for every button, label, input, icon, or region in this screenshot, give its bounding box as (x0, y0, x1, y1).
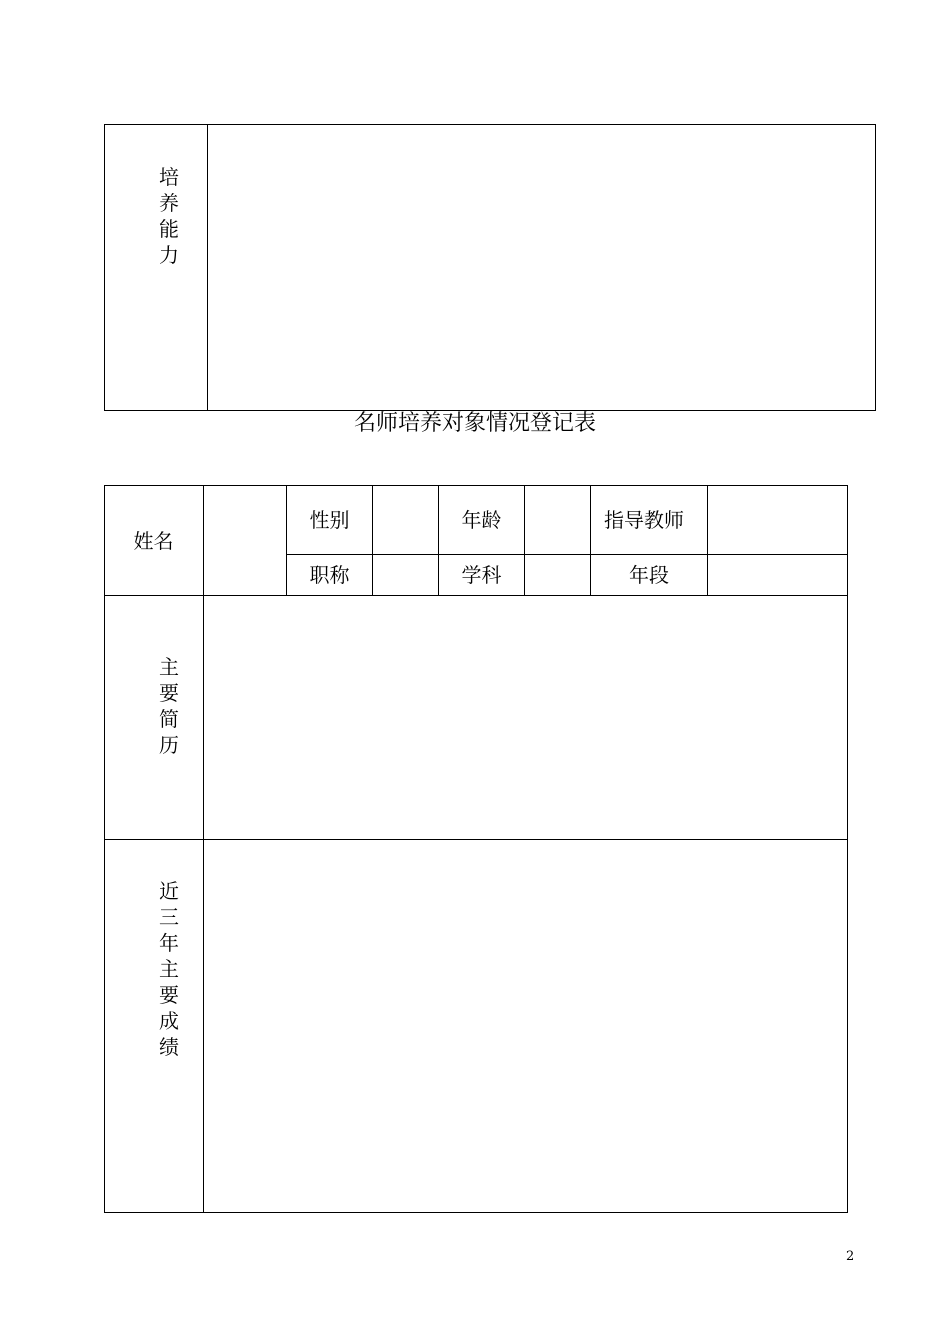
grade-label: 年段 (629, 563, 669, 587)
name-label: 姓名 (133, 529, 174, 553)
subject-value-cell[interactable] (525, 555, 590, 595)
capability-content-cell[interactable] (208, 125, 875, 410)
capability-label: 培养能力 (159, 165, 179, 267)
resume-content-cell[interactable] (204, 596, 847, 839)
gender-label: 性别 (309, 508, 350, 532)
age-value-cell[interactable] (525, 486, 590, 554)
page-number: 2 (846, 1249, 855, 1264)
achievements-label: 近三年主要成绩 (159, 879, 179, 1059)
age-label: 年龄 (461, 508, 502, 532)
form-title: 名师培养对象情况登记表 (353, 411, 596, 436)
achievements-content-cell[interactable] (204, 840, 847, 1212)
subject-label: 学科 (461, 563, 502, 587)
name-value-cell[interactable] (204, 486, 286, 595)
resume-label: 主要简历 (159, 655, 179, 757)
title-rank-value-cell[interactable] (373, 555, 438, 595)
mentor-value-cell[interactable] (708, 486, 847, 554)
title-rank-label: 职称 (309, 563, 350, 587)
grade-value-cell[interactable] (708, 555, 847, 595)
mentor-label: 指导教师 (604, 508, 684, 532)
gender-value-cell[interactable] (373, 486, 438, 554)
